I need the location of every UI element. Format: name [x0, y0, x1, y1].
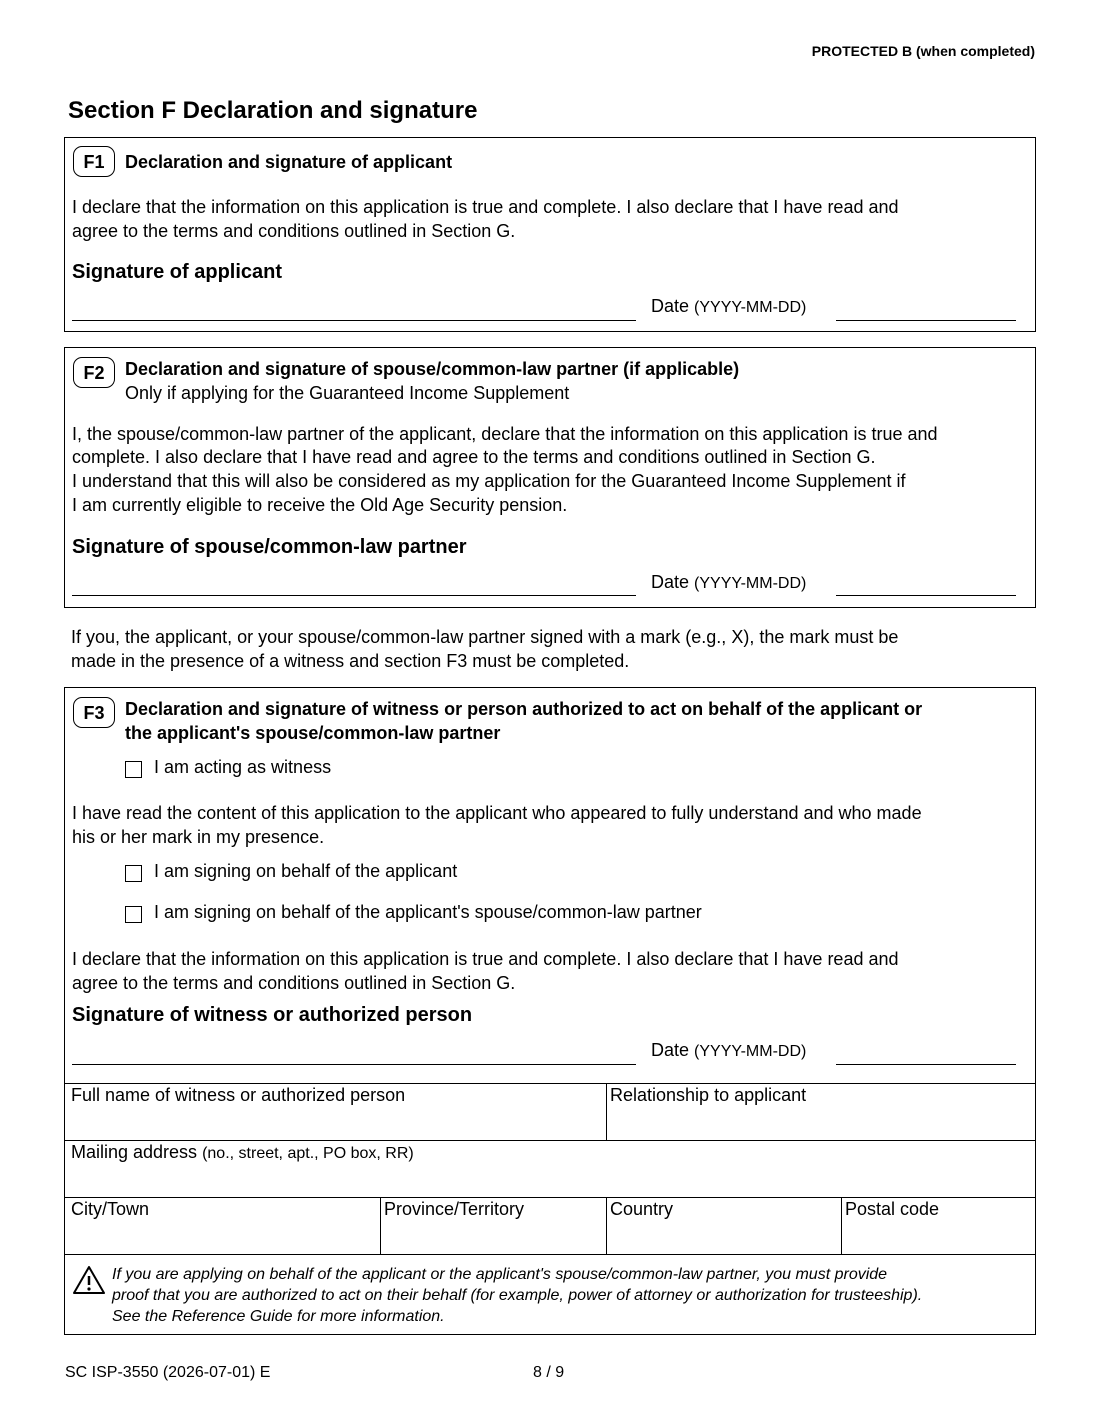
f2-text-line4: I am currently eligible to receive the Old Age Security pension. [72, 495, 568, 515]
f2-signature-label: Signature of spouse/common-law partner [72, 536, 467, 558]
page-number: 8 / 9 [533, 1364, 565, 1381]
f1-date-label: Date (YYYY-MM-DD) [651, 296, 807, 316]
country-input[interactable] [610, 1223, 836, 1251]
behalf-applicant-checkbox[interactable] [125, 865, 142, 882]
warning-text [112, 1264, 1027, 1327]
f1-date-line[interactable] [836, 320, 1016, 321]
f3-box [64, 687, 1036, 1335]
f3-declare-line1: I declare that the information on this application is true and complete. I also declare that I have read and [72, 949, 899, 969]
witness-checkbox-label: I am acting as witness [154, 757, 332, 777]
behalf-applicant-label: I am signing on behalf of the applicant [154, 861, 458, 881]
city-input[interactable] [71, 1223, 376, 1251]
behalf-spouse-label: I am signing on behalf of the applicant's spouse/common-law partner [154, 902, 702, 922]
grid-divider [65, 1197, 1035, 1198]
postal-code-input[interactable] [845, 1223, 1030, 1251]
f2-date-label: Date (YYYY-MM-DD) [651, 572, 807, 592]
warning-line2: proof that you are authorized to act on their behalf (for example, power of attorney or authorization for trusteeship). [112, 1287, 923, 1304]
f3-witness-text-line2: his or her mark in my presence. [72, 827, 325, 847]
f2-subheading: Only if applying for the Guaranteed Income Supplement [125, 383, 570, 403]
city-field-label: City/Town [71, 1199, 150, 1219]
grid-divider [65, 1140, 1035, 1141]
f1-text-line1: I declare that the information on this application is true and complete. I also declare that I have read and [72, 197, 899, 217]
f1-signature-line[interactable] [72, 320, 636, 321]
f2-badge: F2 [73, 357, 115, 388]
f2-date-line[interactable] [836, 595, 1016, 596]
country-field-label: Country [610, 1199, 674, 1219]
f2-signature-line[interactable] [72, 595, 636, 596]
section-title: Section F Declaration and signature [68, 97, 478, 124]
f3-signature-line[interactable] [72, 1064, 636, 1065]
f3-witness-text-line1: I have read the content of this application to the applicant who appeared to fully understand and who made [72, 803, 922, 823]
mark-note-line2: made in the presence of a witness and section F3 must be completed. [71, 651, 630, 671]
grid-divider [380, 1197, 381, 1254]
grid-divider [606, 1197, 607, 1254]
relationship-field-label: Relationship to applicant [610, 1085, 807, 1105]
full-name-field-label: Full name of witness or authorized person [71, 1085, 406, 1105]
f2-text-line1: I, the spouse/common-law partner of the applicant, declare that the information on this application is true and [72, 424, 938, 444]
grid-divider [841, 1197, 842, 1254]
f1-signature-label: Signature of applicant [72, 261, 283, 283]
form-id: SC ISP-3550 (2026-07-01) E [65, 1364, 271, 1381]
f3-date-label: Date (YYYY-MM-DD) [651, 1040, 807, 1060]
warning-line3: See the Reference Guide for more information. [112, 1308, 445, 1325]
relationship-input[interactable] [610, 1109, 1030, 1137]
f2-heading: Declaration and signature of spouse/common-law partner (if applicable) [125, 359, 740, 379]
f1-box [64, 137, 1036, 332]
province-input[interactable] [384, 1223, 602, 1251]
f2-text-line3: I understand that this will also be considered as my application for the Guaranteed Income Supplement if [72, 471, 906, 491]
mailing-address-input[interactable] [71, 1166, 1026, 1194]
f3-heading-line1: Declaration and signature of witness or person authorized to act on behalf of the applicant or [125, 699, 923, 719]
witness-checkbox[interactable] [125, 761, 142, 778]
f3-badge: F3 [73, 697, 115, 728]
mark-note-line1: If you, the applicant, or your spouse/common-law partner signed with a mark (e.g., X), the mark must be [71, 627, 899, 647]
protected-b-label: PROTECTED B (when completed) [811, 43, 1035, 59]
f1-badge: F1 [73, 146, 115, 177]
warning-notice [65, 1254, 1035, 1334]
f3-heading-line2: the applicant's spouse/common-law partner [125, 723, 501, 743]
f1-text-line2: agree to the terms and conditions outlined in Section G. [72, 221, 516, 241]
grid-divider [606, 1083, 607, 1140]
warning-icon [72, 1265, 106, 1295]
f3-signature-label: Signature of witness or authorized person [72, 1004, 473, 1026]
f2-box [64, 347, 1036, 608]
grid-divider [65, 1083, 1035, 1084]
mailing-address-field-label: Mailing address (no., street, apt., PO box, RR) [71, 1142, 414, 1162]
f3-declare-line2: agree to the terms and conditions outlined in Section G. [72, 973, 516, 993]
f3-date-line[interactable] [836, 1064, 1016, 1065]
postal-code-field-label: Postal code [845, 1199, 940, 1219]
province-field-label: Province/Territory [384, 1199, 525, 1219]
full-name-input[interactable] [71, 1109, 601, 1137]
behalf-spouse-checkbox[interactable] [125, 906, 142, 923]
warning-line1: If you are applying on behalf of the applicant or the applicant's spouse/common-law partner, you must provide [112, 1266, 888, 1283]
f1-heading: Declaration and signature of applicant [125, 152, 453, 172]
f2-text-line2: complete. I also declare that I have read and agree to the terms and conditions outlined in Section G. [72, 447, 876, 467]
